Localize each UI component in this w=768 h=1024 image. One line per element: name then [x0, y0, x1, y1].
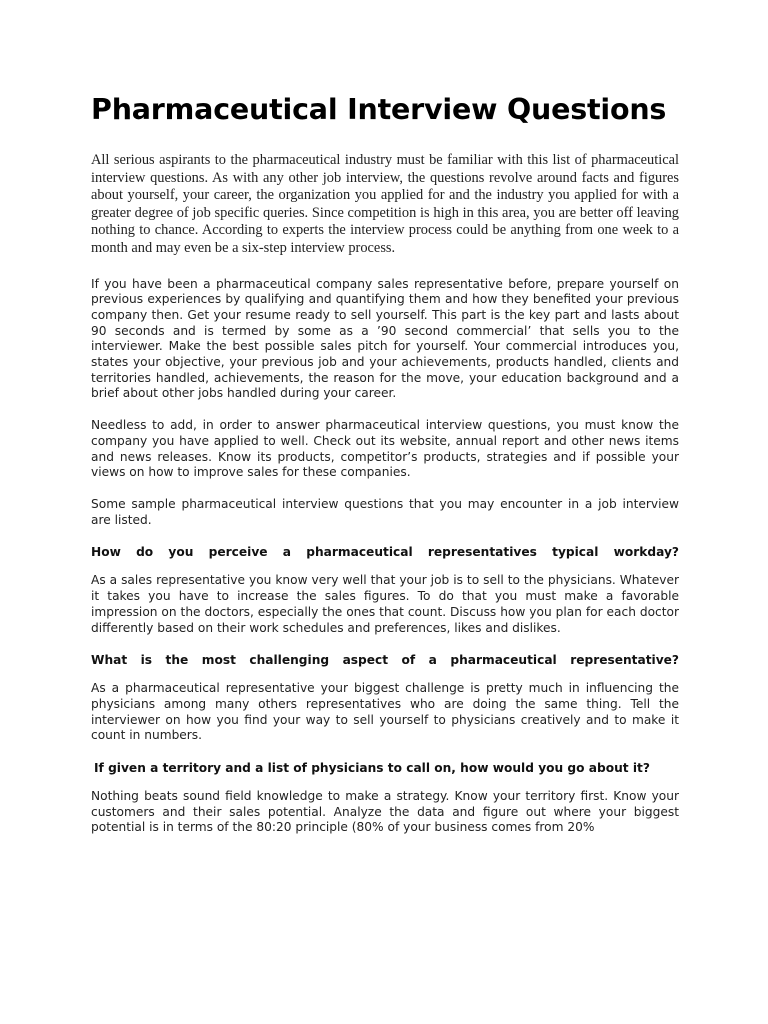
answer-paragraph-challenge: As a pharmaceutical representative your biggest challenge is pretty much in influencing the physicians among many others representatives who are doing the same thing. Tell the interviewer on how you find your way to sell yourself to physicians creatively and to make it count in numbers. [91, 681, 679, 743]
body-paragraph-sample-intro: Some sample pharmaceutical interview questions that you may encounter in a job interview are listed. [91, 497, 679, 527]
intro-paragraph: All serious aspirants to the pharmaceutical industry must be familiar with this list of pharmaceutical interview questions. As with any other job interview, the questions revolve around facts and figures about yourself, your career, the organization you applied for and the industry you applied for with a greater degree of job specific queries. Since competition is high in this area, you are better off leaving nothing to chance. According to experts the interview process could be anything from one week to a month and may even be a six-step interview process. [91, 152, 679, 256]
document-page [91, 90, 679, 852]
question-heading-workday: How do you perceive a pharmaceutical representatives typical workday? [91, 545, 679, 560]
question-heading-challenge: What is the most challenging aspect of a pharmaceutical representative? [91, 653, 679, 668]
body-paragraph-experience: If you have been a pharmaceutical company sales representative before, prepare yourself on previous experiences by qualifying and quantifying them and how they benefited your previous company then. Get your resume ready to sell yourself. This part is the key part and lasts about 90 seconds and is termed by some as a ’90 second commercial’ that sells you to the interviewer. Make the best possible sales pitch for yourself. Your commercial introduces you, states your objective, your previous job and your achievements, products handled, clients and territories handled, achievements, the reason for the move, your education background and a brief about other jobs handled during your career. [91, 276, 679, 401]
body-paragraph-research: Needless to add, in order to answer pharmaceutical interview questions, you must know the company you have applied to well. Check out its website, annual report and other news items and news releases. Know its products, competitor’s products, strategies and if possible your views on how to improve sales for these companies. [91, 418, 679, 480]
question-heading-territory: If given a territory and a list of physicians to call on, how would you go about it? [94, 761, 650, 776]
answer-paragraph-territory: Nothing beats sound field knowledge to make a strategy. Know your territory first. Know your customers and their sales potential. Analyze the data and figure out where your biggest potential is in terms of the 80:20 principle (80% of your business comes from 20% [91, 789, 679, 835]
page-title: Pharmaceutical Interview Questions [91, 93, 667, 126]
answer-paragraph-workday: As a sales representative you know very well that your job is to sell to the physicians. Whatever it takes you have to increase the sales figures. To do that you must make a favorable impression on the doctors, especially the ones that count. Discuss how you plan for each doctor differently based on their work schedules and preferences, likes and dislikes. [91, 573, 679, 635]
